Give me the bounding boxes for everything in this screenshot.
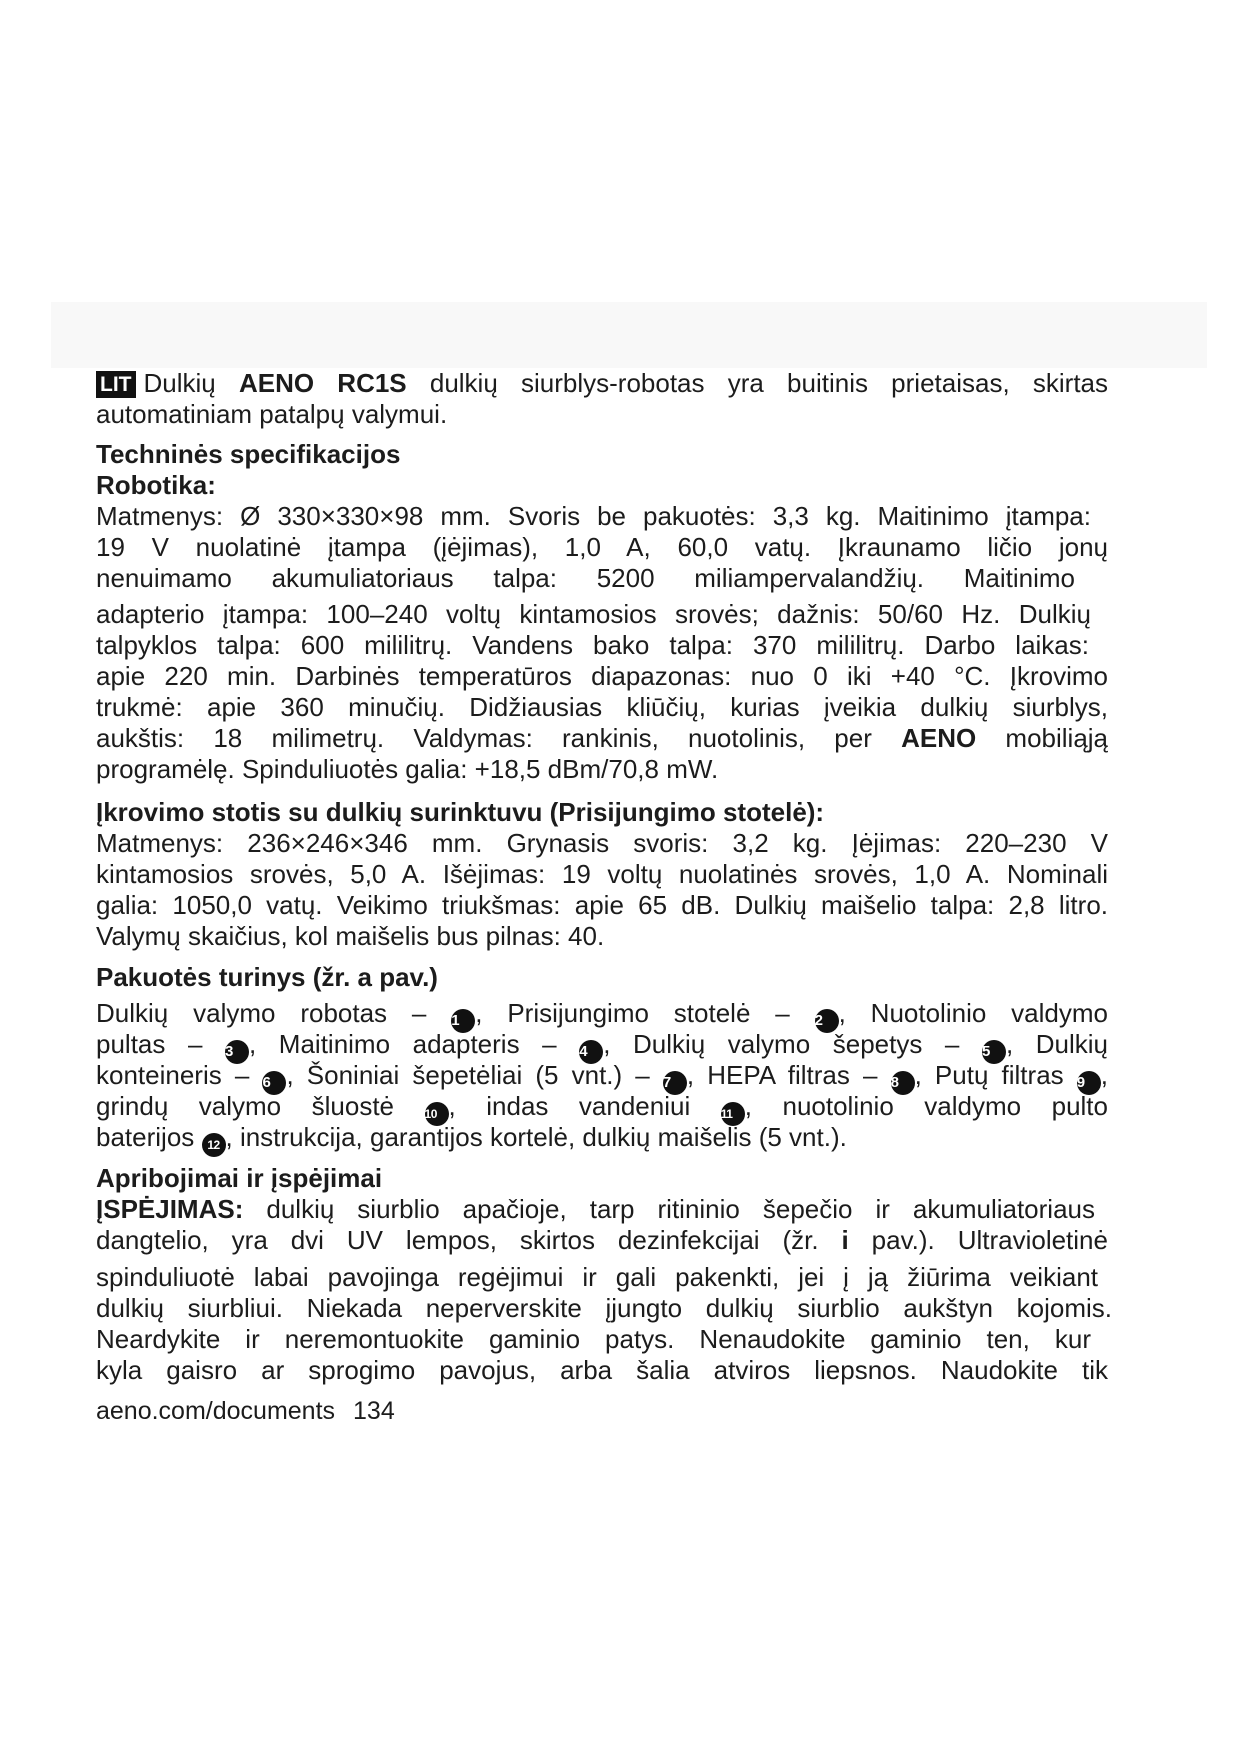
subsection-heading: Įkrovimo stotis su dulkių surinktuvu (Prisijungimo stotelė):: [96, 797, 825, 827]
language-badge: LIT: [96, 371, 136, 398]
text-segment: pultas –: [96, 1029, 225, 1059]
text-segment: , Dulkių: [1005, 1029, 1108, 1059]
text-line: adapterio įtampa: 100–240 voltų kintamosios srovės; dažnis: 50/60 Hz. Dulkių: [96, 599, 1091, 629]
text-segment: Dulkių valymo robotas –: [96, 998, 452, 1028]
section-heading: Apribojimai ir įspėjimai: [96, 1163, 383, 1193]
brand-name: AENO: [901, 723, 977, 753]
text-segment: , indas vandeniui: [448, 1091, 721, 1121]
item-number-badge: 1: [451, 1009, 475, 1033]
text-line: [96, 1029, 1108, 1060]
item-number-badge: 5: [982, 1040, 1006, 1064]
text-line: kyla gaisro ar sprogimo pavojus, arba šalia atviros liepsnos. Naudokite tik: [96, 1355, 1108, 1385]
intro-paragraph: [96, 368, 1108, 430]
text-segment: , Maitinimo adapteris –: [249, 1029, 580, 1059]
warning-label: ĮSPĖJIMAS:: [96, 1194, 244, 1224]
section-heading: Pakuotės turinys (žr. a pav.): [96, 962, 438, 992]
text-line: [96, 723, 1108, 754]
text-line: [96, 368, 1108, 399]
footer-url: aeno.com/documents: [96, 1397, 336, 1425]
text-line: kintamosios srovės, 5,0 A. Išėjimas: 19 voltų nuolatinės srovės, 1,0 A. Nominali: [96, 859, 1108, 889]
item-number-badge: 6: [262, 1071, 286, 1095]
footer: [96, 1396, 1108, 1427]
text-segment: baterijos: [96, 1122, 202, 1152]
text-segment: , Dulkių valymo šepetys –: [603, 1029, 982, 1059]
text-segment: pav.). Ultravioletinė: [848, 1225, 1108, 1255]
subsection-heading: Robotika:: [96, 470, 216, 500]
text-segment: konteineris –: [96, 1060, 263, 1090]
figure-ref: i: [841, 1225, 849, 1255]
text-line: Valymų skaičius, kol maišelis bus pilnas: 40.: [96, 921, 605, 951]
text-line: [96, 1225, 1108, 1256]
item-number-badge: 10: [425, 1102, 449, 1126]
text-line: spinduliuotė labai pavojinga regėjimui ir gali pakenkti, jei į ją žiūrima veikiant: [96, 1262, 1098, 1292]
text-line: nenuimamo akumuliatoriaus talpa: 5200 miliampervalandžių. Maitinimo: [96, 563, 1075, 593]
text-line: talpyklos talpa: 600 mililitrų. Vandens bako talpa: 370 mililitrų. Darbo laikas:: [96, 630, 1089, 660]
text-line: Matmenys: 236×246×346 mm. Grynasis svoris: 3,2 kg. Įėjimas: 220–230 V: [96, 828, 1108, 858]
text-line: [96, 1060, 1108, 1091]
text-line: Matmenys: Ø 330×330×98 mm. Svoris be pakuotės: 3,3 kg. Maitinimo įtampa:: [96, 501, 1091, 531]
text-segment: , Šoniniai šepetėliai (5 vnt.) –: [286, 1060, 663, 1090]
scan-band: [51, 302, 1207, 368]
page-number: 134: [353, 1397, 395, 1425]
text-segment: mobiliąją: [976, 723, 1109, 753]
text-line: [96, 998, 1108, 1029]
text-segment: Dulkių: [143, 368, 239, 398]
text-segment: grindų valymo šluostė: [96, 1091, 425, 1121]
item-number-badge: 4: [579, 1040, 603, 1064]
text-segment: , Nuotolinio valdymo: [838, 998, 1108, 1028]
station-section: [96, 797, 1108, 952]
text-line: Neardykite ir neremontuokite gaminio patys. Nenaudokite gaminio ten, kur: [96, 1324, 1091, 1354]
item-number-badge: 3: [225, 1040, 249, 1064]
text-segment: , Prisijungimo stotelė –: [475, 998, 815, 1028]
text-line: dulkių siurbliui. Niekada neperverskite įjungto dulkių siurblio aukštyn kojomis.: [96, 1293, 1112, 1323]
text-line: [96, 1122, 1108, 1153]
text-line: 19 V nuolatinė įtampa (įėjimas), 1,0 A, 60,0 vatų. Įkraunamo ličio jonų: [96, 532, 1108, 562]
text-segment: dangtelio, yra dvi UV lempos, skirtos dezinfekcijai (žr.: [96, 1225, 842, 1255]
text-line: apie 220 min. Darbinės temperatūros diapazonas: nuo 0 iki +40 °C. Įkrovimo: [96, 661, 1108, 691]
text-line: [96, 1194, 1095, 1225]
text-line: galia: 1050,0 vatų. Veikimo triukšmas: apie 65 dB. Dulkių maišelio talpa: 2,8 litro.: [96, 890, 1108, 920]
item-number-badge: 12: [202, 1133, 226, 1157]
text-segment: , HEPA filtras –: [686, 1060, 891, 1090]
package-section: [96, 962, 1108, 1153]
text-line: [96, 1091, 1108, 1122]
item-number-badge: 9: [1077, 1071, 1101, 1095]
section-heading: Techninės specifikacijos: [96, 439, 401, 469]
brand-name: AENO RC1S: [238, 368, 407, 398]
text-segment: dulkių siurblys-robotas yra buitinis prietaisas, skirtas: [406, 368, 1109, 398]
text-segment: , instrukcija, garantijos kortelė, dulkių maišelis (5 vnt.).: [225, 1122, 847, 1152]
text-line: programėlę. Spinduliuotės galia: +18,5 dBm/70,8 mW.: [96, 754, 719, 784]
text-segment: , nuotolinio valdymo pulto: [744, 1091, 1108, 1121]
specs-section: [96, 439, 1108, 785]
item-number-badge: 8: [891, 1071, 915, 1095]
text-segment: , Putų filtras: [914, 1060, 1077, 1090]
text-line: trukmė: apie 360 minučių. Didžiausias kliūčių, kurias įveikia dulkių siurblys,: [96, 692, 1108, 722]
warnings-section: [96, 1163, 1112, 1386]
text-segment: aukštis: 18 milimetrų. Valdymas: rankinis, nuotolinis, per: [96, 723, 902, 753]
text-segment: dulkių siurblio apačioje, tarp ritininio šepečio ir akumuliatoriaus: [243, 1194, 1095, 1224]
footer-line: [96, 1396, 1108, 1427]
item-number-badge: 2: [815, 1009, 839, 1033]
item-number-badge: 7: [663, 1071, 687, 1095]
item-number-badge: 11: [721, 1102, 745, 1126]
text-line: automatiniam patalpų valymui.: [96, 399, 448, 429]
text-segment: ,: [1100, 1060, 1109, 1090]
